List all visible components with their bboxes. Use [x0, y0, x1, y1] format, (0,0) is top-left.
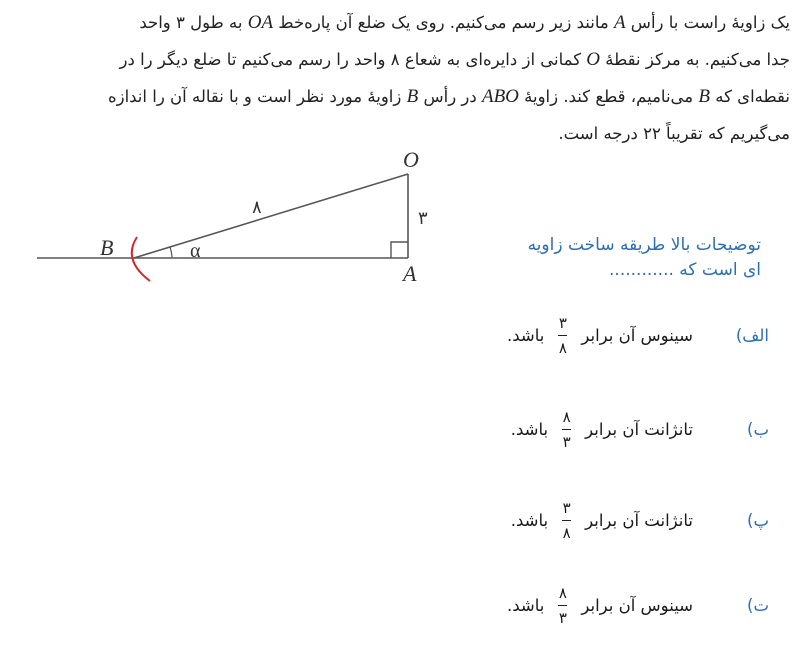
option-end: باشد.: [507, 326, 545, 345]
math-var-B: B: [406, 86, 419, 107]
math-var-ABO: ABO: [481, 86, 519, 107]
question-line-2: ای است که ............: [609, 260, 761, 280]
right-angle-marker: [391, 242, 408, 258]
fraction: [558, 585, 567, 626]
text-run: به طول ۳ واحد: [139, 13, 248, 32]
fraction: [562, 409, 571, 450]
question-line-1: توضیحات بالا طریقه ساخت زاویه: [527, 235, 761, 255]
angle-arc-alpha: [170, 247, 172, 258]
segment-BO: [134, 174, 408, 258]
label-O: O: [403, 147, 419, 172]
text-run: می‌نامیم، قطع کند. زاویهٔ: [518, 87, 699, 106]
math-var-O: O: [586, 49, 601, 70]
fraction-bar: [562, 429, 571, 430]
fraction-denominator: ۳: [558, 609, 567, 627]
math-var-A: A: [613, 12, 626, 33]
option-end: باشد.: [510, 420, 549, 439]
text-run: یک زاویهٔ راست با رأس: [625, 13, 790, 32]
option-end: باشد.: [507, 596, 545, 615]
text-run: جدا می‌کنیم. به مرکز نقطهٔ: [600, 50, 790, 69]
fraction-numerator: ۸: [562, 408, 571, 426]
option-be[interactable]: [511, 409, 769, 450]
label-side-3: ۳: [418, 208, 428, 228]
fraction-numerator: ۳: [562, 499, 571, 517]
fraction-bar: [558, 335, 567, 336]
option-pe[interactable]: [511, 500, 769, 541]
fraction-bar: [562, 520, 571, 521]
option-text: سینوس آن برابر: [581, 326, 693, 345]
fraction-numerator: ۳: [558, 314, 567, 332]
problem-paragraph: [10, 4, 790, 152]
fraction: [558, 315, 567, 356]
fraction-numerator: ۸: [558, 584, 567, 602]
paragraph-line-3: [10, 78, 790, 115]
compass-arc: [132, 237, 150, 281]
text-run: زاویهٔ مورد نظر است و با نقاله آن را اندازه: [107, 87, 407, 106]
label-B: B: [100, 235, 114, 260]
text-run: نقطه‌ای که: [709, 87, 790, 106]
triangle-diagram: [0, 135, 460, 295]
math-var-B: B: [698, 86, 710, 107]
fraction-bar: [558, 605, 567, 606]
option-te[interactable]: [507, 585, 769, 626]
label-A: A: [403, 261, 417, 286]
option-text: سینوس آن برابر: [581, 596, 693, 615]
option-alef[interactable]: [507, 315, 769, 356]
text-run: می‌گیریم که تقریباً ۲۲ درجه است.: [558, 124, 790, 143]
option-label: ت): [747, 596, 769, 615]
question-prompt: [441, 233, 761, 283]
math-var-OA: OA: [247, 12, 274, 33]
text-run: در رأس: [418, 87, 482, 106]
triangle-svg: [0, 135, 460, 295]
paragraph-line-2: [10, 41, 790, 78]
fraction: [562, 500, 571, 541]
option-label: ب): [747, 420, 769, 439]
option-label: الف): [735, 326, 769, 345]
option-text: تانژانت آن برابر: [585, 511, 693, 530]
option-end: باشد.: [510, 511, 549, 530]
text-run: کمانی از دایره‌ای به شعاع ۸ واحد را رسم می‌کنیم تا ضلع دیگر را در: [119, 50, 587, 69]
option-text: تانژانت آن برابر: [585, 420, 693, 439]
label-hypotenuse-8: ۸: [252, 197, 262, 217]
option-label: پ): [747, 511, 769, 530]
paragraph-line-1: [10, 4, 790, 41]
fraction-denominator: ۸: [562, 524, 571, 542]
label-alpha: α: [190, 240, 201, 262]
text-run: مانند زیر رسم می‌کنیم. روی یک ضلع آن پاره‌خط: [273, 13, 614, 32]
fraction-denominator: ۸: [558, 339, 567, 357]
fraction-denominator: ۳: [562, 433, 571, 451]
